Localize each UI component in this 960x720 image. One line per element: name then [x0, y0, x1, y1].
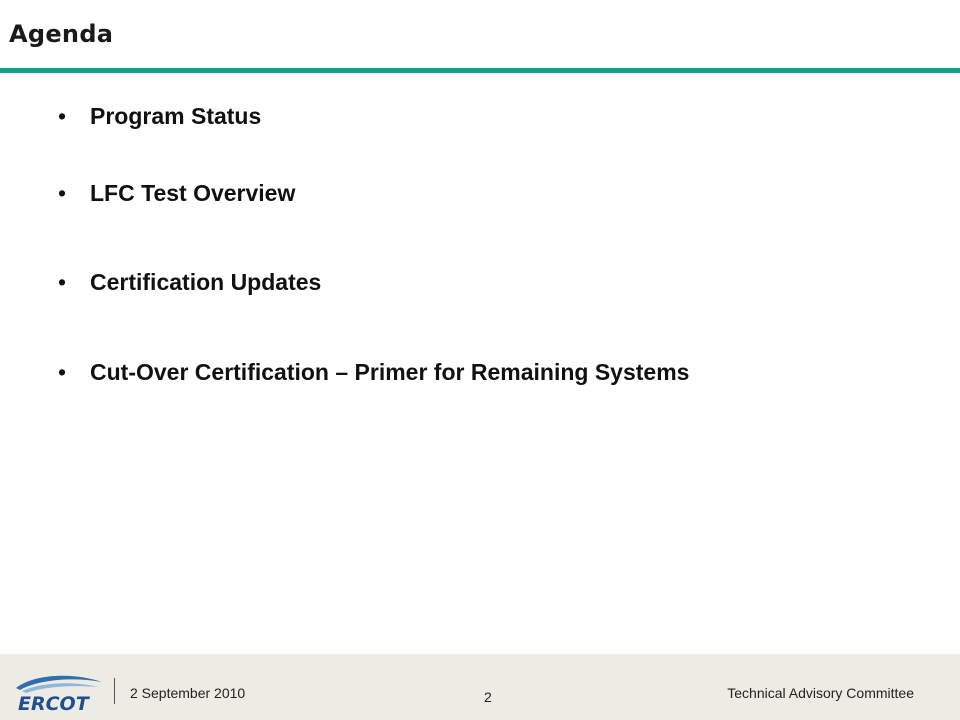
bullet-icon: •: [58, 359, 67, 385]
bullet-icon: •: [58, 103, 67, 129]
agenda-item: [58, 269, 321, 296]
svg-text:ERCOT: ERCOT: [18, 693, 89, 714]
agenda-item-label: LFC Test Overview: [90, 180, 296, 206]
slide-title: Agenda: [9, 20, 114, 48]
bullet-icon: •: [58, 269, 67, 295]
footer-divider: [114, 678, 115, 704]
slide-footer: [0, 654, 960, 720]
agenda-item: [58, 103, 261, 130]
footer-organization: Technical Advisory Committee: [727, 685, 914, 701]
page-number: 2: [484, 689, 492, 705]
bullet-icon: •: [58, 180, 67, 206]
footer-date: 2 September 2010: [130, 685, 246, 701]
title-underline: [0, 68, 960, 73]
agenda-item: [58, 180, 295, 207]
agenda-item-label: Program Status: [90, 103, 262, 129]
agenda-item-label: Certification Updates: [90, 269, 322, 295]
agenda-item-label: Cut-Over Certification – Primer for Remaining Systems: [90, 359, 690, 385]
ercot-logo: [12, 672, 110, 714]
agenda-item: [58, 359, 689, 386]
